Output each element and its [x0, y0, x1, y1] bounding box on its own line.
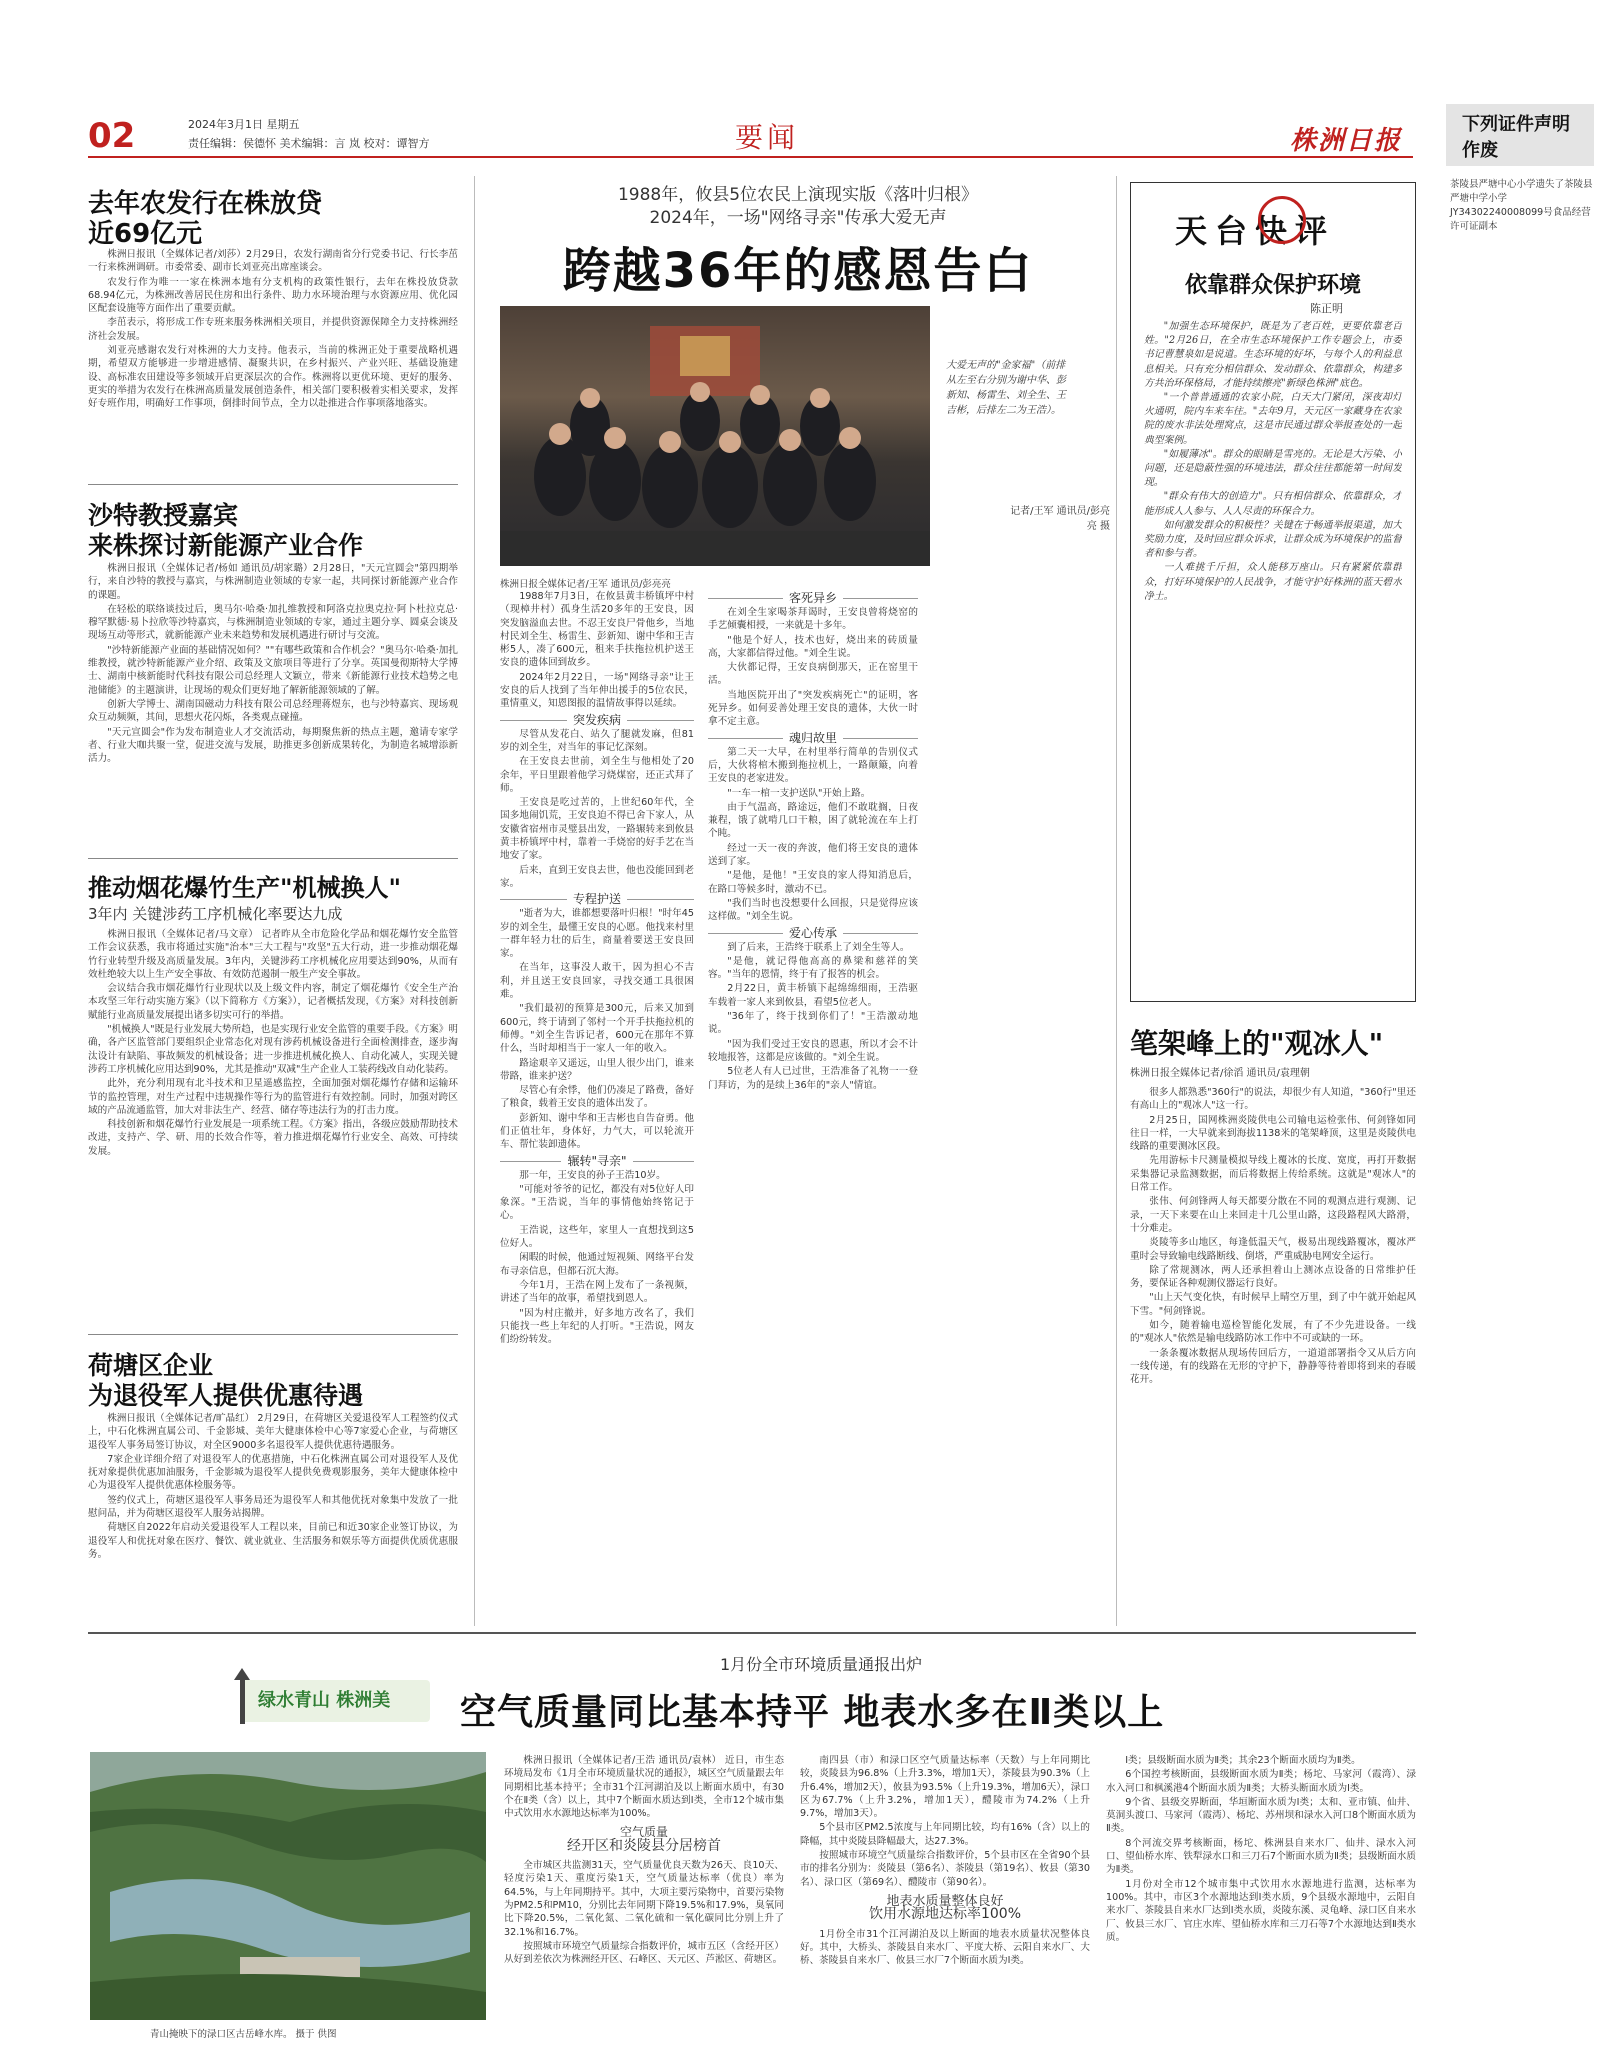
divider [88, 858, 458, 859]
header-rule [88, 156, 1413, 158]
paragraph: 后来，直到王安良去世，他也没能回到老家。 [500, 864, 694, 889]
subhead-love-passed-on: 爱心传承 [708, 925, 918, 941]
paragraph: 按照城市环境空气质量综合指数评价，5个县市区在全省90个县市的排名分别为：炎陵县（第6名）、茶陵县（第19名）、攸县（第30名）、渌口区（第69名）、醴陵市（第90名）。 [800, 1850, 1090, 1888]
paragraph: 除了常规测冰，两人还承担着山上测冰点设备的日常维护任务，要保证各种观测仪器运行良好。 [1130, 1264, 1416, 1290]
paragraph: 经过一天一夜的奔波，他们将王安良的遗体送到了家。 [708, 842, 918, 868]
paragraph: "可能对爷爷的记忆，都没有对5位好人印象深。"王浩说，当年的事情他始终铭记于心。 [500, 1183, 694, 1222]
paragraph: 尽管从发花白、站久了腿就发麻，但81岁的刘全生，对当年的事记忆深刻。 [500, 728, 694, 753]
a2-title-line2: 来株探讨新能源产业合作 [88, 531, 364, 560]
section-name: 要闻 [735, 121, 800, 154]
family-photo [500, 306, 930, 566]
a2-title-line1: 沙特教授嘉宾 [88, 501, 239, 530]
paragraph: 株洲日报讯（全媒体记者/刘莎）2月29日，农发行湖南省分行党委书记、行长李茁一行来株洲调研。市委常委、副市长刘亚亮出席座谈会。 [88, 249, 458, 274]
env-col-2 [800, 1754, 1090, 2044]
paragraph: 一条条覆冰数据从现场传回后方，一道道部署指令又从后方向一线传递，有的线路在无形的守护下，静静等待着即将到来的春暖花开。 [1130, 1347, 1416, 1386]
paragraph: 株洲日报讯（全媒体记者/马文章） 记者昨从全市危险化学品和烟花爆竹安全监管工作会议获悉，我市将通过实施"治本"三大工程与"攻坚"五大行动，进一步推动烟花爆竹行业转型升级及高质量发展。3年内，关键涉药工序机械化应用要达到90%，从而有效杜绝较大以上生产安全事故、有效防范遏制一般生产安全事故。 [88, 929, 458, 980]
ice-body [1130, 1086, 1416, 1616]
paragraph: 2024年2月22日，一场"网络寻亲"让王安良的后人找到了当年伸出援手的5位农民，重情重义，知恩图报的温情故事得以延续。 [500, 671, 694, 710]
paragraph: 此外，充分利用现有北斗技术和卫星遥感监控，全面加强对烟花爆竹存储和运输环节的监控管理，对生产过程中违规操作等行为的监管进行有效控制。同时，加强对跨区域的产品流通监管，加大对非法生产、经营、储存等违法行为的打击力度。 [88, 1078, 458, 1116]
paragraph: 如今，随着输电巡检智能化发展，有了不少先进设备。一线的"观冰人"依然是输电线路防冰工作中不可或缺的一环。 [1130, 1320, 1416, 1345]
paragraph: 闲暇的时候，他通过短视频、网络平台发布寻亲信息，但都石沉大海。 [500, 1252, 694, 1277]
paragraph: 先用游标卡尺测量模拟导线上覆冰的长度、宽度，再打开数据采集器记录监测数据，而后将数据上传给系统。这就是"观冰人"的日常工作。 [1130, 1155, 1416, 1194]
paragraph: "群众有伟大的创造力"。只有相信群众、依靠群众，才能形成人人参与、人人尽责的环保合力。 [1144, 491, 1402, 517]
paragraph: 很多人都熟悉"360行"的说法，却很少有人知道，"360行"里还有高山上的"观冰人"这一行。 [1130, 1087, 1416, 1112]
paragraph: 农发行作为唯一一家在株洲本地有分支机构的政策性银行，去年在株投放贷款68.94亿元，为株洲改善居民住房和出行条件、助力水环境治理与水资源应用、优化园区配套设施等方面作出了重要贡献。 [88, 276, 458, 315]
page-number: 02 [88, 116, 136, 156]
photo-credit: 记者/王军 通讯员/彭亮亮 摄 [1010, 506, 1110, 532]
paragraph: 炎陵等多山地区，每逢低温天气，极易出现线路覆冰，覆冰严重时会导致输电线路断线、倒塔，严重威胁电网安全运行。 [1130, 1237, 1416, 1262]
commentary-body [1144, 320, 1402, 992]
paragraph: 1988年7月3日，在攸县黄丰桥镇坪中村（现樟井村）孤身生活20多年的王安良，因突发脑溢血去世。不忍王安良尸骨他乡，当地村民刘全生、杨雷生、彭新知、谢中华和王吉彬5人，凑了600元，租来手扶拖拉机护送王安良的遗体回到故乡。 [500, 591, 694, 669]
paragraph: "如履薄冰"。群众的眼睛是雪亮的。无论是大污染、小问题，还是隐蔽性强的环境违法，群众往往都能第一时间发现。 [1144, 448, 1402, 489]
subhead-return-home: 魂归故里 [708, 730, 918, 746]
paragraph: 1月份全市31个江河湖泊及以上断面的地表水质量状况整体良好。其中，大桥头、茶陵县自来水厂、平度大桥、云阳自来水厂、大桥、茶陵县自来水厂、攸县三水厂7个断面水质为Ⅰ类。 [800, 1928, 1090, 1967]
a3-title: 推动烟花爆竹生产"机械换人" [88, 874, 402, 902]
paragraph: 创新大学博士、湖南国磁动力科技有限公司总经理蒋煜东，也与沙特嘉宾、现场观众互动频频，其间，思想火花闪烁，各类观点碰撞。 [88, 698, 458, 724]
paragraph: 株洲日报讯（全媒体记者/旷晶红） 2月29日，在荷塘区关爱退役军人工程签约仪式上，中石化株洲直属公司、千金影城、美年大健康体检中心等7家爱心企业，与荷塘区退役军人事务局签订协议，对全区9000多名退役军人提供优惠待遇服务。 [88, 1413, 458, 1451]
a4-title-line1: 荷塘区企业 [88, 1351, 214, 1380]
paragraph: 签约仪式上，荷塘区退役军人事务局还为退役军人和其他优抚对象集中发放了一批慰问品，并为荷塘区退役军人服务站揭牌。 [88, 1494, 458, 1520]
paragraph: "因为我们受过王安良的恩惠，所以才会不计较地报答，这都是应该做的。"刘全生说。 [708, 1038, 918, 1063]
paragraph: 5个县市区PM2.5浓度与上年同期比较，均有16%（含）以上的降幅，其中炎陵县降幅最大，达27.3%。 [800, 1822, 1090, 1847]
paragraph: 李茁表示，将形成工作专班来服务株洲相关项目，并提供资源保障全力支持株洲经济社会发展。 [88, 317, 458, 342]
env-subhead-2-kicker: 地表水质量整体良好 [886, 1893, 1004, 1909]
paragraph: 7家企业详细介绍了对退役军人的优惠措施，中石化株洲直属公司对退役军人及优抚对象提供优惠加油服务，千金影城为退役军人提供免费观影服务，美年大健康体检中心为退役军人提供优惠体检服务等。 [88, 1453, 458, 1492]
subhead-search-family: 辗转"寻亲" [500, 1153, 694, 1169]
divider [88, 484, 458, 485]
divider [88, 1334, 458, 1335]
paragraph: "天元宣圆会"作为发布制造业人才交流活动，每期聚焦新的热点主题，邀请专家学者、行业大咖共聚一堂，促进交流与发展，助推更多创新成果转化，为制造名城增添新活力。 [88, 726, 458, 765]
feature-col-1 [500, 590, 694, 1620]
a3-subtitle: 3年内 关键涉药工序机械化率要达九成 [88, 905, 343, 923]
paragraph: 按照城市环境空气质量综合指数评价，城市五区（含经开区）从好到差依次为株洲经开区、石峰区、天元区、芦淞区、荷塘区。 [504, 1940, 784, 1966]
feature-byline: 株洲日报全媒体记者/王军 通讯员/彭亮亮 [500, 579, 671, 590]
env-kicker: 1月份全市环境质量通报出炉 [720, 1655, 923, 1674]
editors-line: 责任编辑：侯德怀 美术编辑：言 岚 校对：谭智方 [188, 137, 430, 150]
paragraph: "山上天气变化快，有时候早上晴空万里，到了中午就开始起风下雪。"何剑锋说。 [1130, 1292, 1416, 1317]
paragraph: "一车一棺一支护送队"开始上路。 [727, 787, 871, 799]
paragraph: 张伟、何剑锋两人每天都要分散在不同的观测点进行观测、记录，一天下来要在山上来回走十几公里山路，这段路程风大路滑，十分难走。 [1130, 1196, 1416, 1234]
lost-certificate-notice: 茶陵县严塘中心小学遗失了茶陵县严塘中学小学JY34302240008099号食品经营许可证副本 [1450, 179, 1593, 232]
paragraph: 6个国控考核断面，县级断面水质为Ⅱ类；杨坨、马家河（霞湾）、渌水入河口和枫溪港4个断面水质为Ⅱ类；大桥头断面水质为Ⅰ类。 [1106, 1769, 1416, 1794]
paragraph: 今年1月，王浩在网上发布了一条视频，讲述了当年的故事，希望找到恩人。 [500, 1279, 694, 1305]
paragraph: 当地医院开出了"突发疾病死亡"的证明，客死异乡。如何妥善处理王安良的遗体，大伙一时拿不定主意。 [708, 689, 918, 728]
paragraph: 由于气温高，路途远，他们不敢耽搁，日夜兼程，饿了就啃几口干粮，困了就轮流在车上打个盹。 [708, 801, 918, 840]
paragraph: 9个省、县级交界断面，华垣断面水质为Ⅰ类；太和、亚市镇、仙井、莫洞头渡口、马家河（霞湾）、杨坨、苏州坝和渌水入河口8个断面水质为Ⅱ类。 [1106, 1796, 1416, 1835]
a2-body [88, 562, 458, 852]
paragraph: 荷塘区自2022年启动关爱退役军人工程以来，目前已和近30家企业签订协议，为退役军人和优抚对象在医疗、餐饮、就业就业、生活服务和娱乐等方面提供优质优惠服务。 [88, 1522, 458, 1560]
paragraph: "我们最初的预算是300元，后来又加到600元，终于请到了邻村一个开手扶拖拉机的师傅。"刘全生告诉记者，600元在那年不算什么，当时却相当于一家人一年的收入。 [500, 1003, 694, 1055]
feature-col-2 [708, 590, 918, 1620]
paragraph: 刘亚亮感谢农发行对株洲的大力支持。他表示，当前的株洲正处于重要战略机遇期，希望双方能够进一步增进感情、凝聚共识，在乡村振兴、产业兴旺、基础设施建设、高标准农田建设等多领域开启更深层次的合作。株洲将以更优环境、更好的服务、更实的举措为农发行在株洲高质量发展创造条件，相关部门要积极着实相关要求，发挥好专班作用，明确好工作事项，倒排时间节点，全力以赴推进合作事项落地落实。 [88, 345, 458, 410]
paragraph: 2月22日，黄丰桥镇下起绵绵细雨，王浩驱车载着一家人来到攸县，看望5位老人。 [708, 983, 918, 1008]
paragraph: 株洲日报讯（全媒体记者/王浩 通讯员/袁林） 近日，市生态环境局发布《1月全市环境质量状况的通报》，城区空气质量跟去年同期相比基本持平；全市31个江河湖泊及以上断面水质中，有30个在Ⅱ类（含）以上，其中7个断面水质达到Ⅰ类，全市12个城市集中式饮用水水源地达标率为100%。 [504, 1755, 784, 1820]
paragraph: 第二天一大早，在村里举行简单的告别仪式后，大伙将棺木搬到拖拉机上，一路颠簸，向着王安良的老家进发。 [708, 746, 918, 785]
env-col-1 [504, 1754, 784, 2044]
paragraph: 株洲日报讯（全媒体记者/杨如 通讯员/胡家璐）2月28日，"天元宣圆会"第四期举行，来自沙特的教授与嘉宾，与株洲制造业领域的专家一起，共同探讨新能源产业合作的课题。 [88, 563, 458, 601]
paragraph: 5位老人有人已过世，王浩准备了礼物一一登门拜访，为的是续上36年的"亲人"情谊。 [708, 1066, 918, 1091]
paragraph: 科技创新和烟花爆竹行业发展是一项系统工程。《方案》指出，各级应鼓励帮助技术改进，支持产、学、研、用的长效合作等，着力推进烟花爆竹行业安全、高效、可持续发展。 [88, 1119, 458, 1157]
feature-kicker-1: 1988年，攸县5位农民上演现实版《落叶归根》 [617, 185, 979, 205]
bottom-section-rule [88, 1632, 1416, 1634]
a4-title-line2: 为退役军人提供优惠待遇 [88, 1381, 364, 1410]
subhead-escort: 专程护送 [500, 891, 694, 907]
paragraph: 那一年，王安良的孙子王浩10岁。 [519, 1169, 666, 1181]
paragraph: 1月份对全市12个城市集中式饮用水水源地进行监测，达标率为100%。其中，市区3个水源地达到Ⅰ类水质，9个县级水源地中，云阳自来水厂、茶陵县自来水厂达到Ⅰ类水质，炎陵东溪、灵龟峰、渌口区自来水厂、攸县三水厂、官庄水库、望仙桥水库和三刀石等7个水源地达到Ⅱ类水质。 [1106, 1878, 1416, 1943]
reservoir-photo [90, 1752, 486, 2020]
commentary-logo: 天台快评 [1175, 212, 1336, 250]
paragraph: "他是个好人，技术也好，烧出来的砖质量高，大家都信得过他。"刘全生说。 [708, 634, 918, 659]
paragraph: 王安良是吃过苦的，上世纪60年代，全国多地闹饥荒，王安良迫不得已舍下家人，从安徽省宿州市灵璧县出发，一路辗转来到攸县黄丰桥镇坪中村，靠着一手烧窑的好手艺在当地安了家。 [500, 797, 694, 862]
paragraph: 在刘全生家喝茶拜谒时，王安良曾将烧窑的手艺倾囊相授，一来就是十多年。 [708, 607, 918, 632]
env-title: 空气质量同比基本持平 地表水多在Ⅱ类以上 [460, 1692, 1165, 1733]
paragraph: 在当年，这事没人敢干，因为担心不吉利，并且送王安良回家，寻找交通工具很困难。 [500, 962, 694, 1001]
paragraph: "逝者为大，谁都想要落叶归根！"时年45岁的刘全生，最懂王安良的心愿。他找来村里一群年轻力壮的后生，商量着要送王安良回家。 [500, 908, 694, 960]
paragraph: 尽管心有余悸，他们仍凑足了路费，备好了粮食，载着王安良的遗体出发了。 [500, 1085, 694, 1110]
commentary-author: 陈正明 [1310, 302, 1343, 315]
paragraph: 大伙都记得，王安良病倒那天，正在窑里干活。 [708, 662, 918, 687]
paragraph: "是他，是他！"王安良的家人得知消息后，在路口等候多时，激动不已。 [708, 870, 918, 895]
env-logo: 绿水青山 株洲美 [258, 1690, 391, 1711]
column-rule [1116, 176, 1117, 1626]
a1-body [88, 248, 458, 476]
paper-logo: 株洲日报 [1290, 126, 1403, 156]
column-rule [474, 176, 475, 1626]
reservoir-illustration [90, 1752, 486, 2020]
paragraph: 在王安良去世前，刘全生与他相处了20余年，平日里跟着他学习烧煤窑，还正式拜了师。 [500, 756, 694, 794]
env-subhead-1: 经开区和炎陵县分居榜首 [567, 1837, 721, 1854]
photo-caption: 大爱无声的"金家福"（前排从左至右分别为谢中华、彭新知、杨雷生、刘全生、王吉彬，后排左二为王浩）。 [946, 360, 1066, 416]
paragraph: 王浩说，这些年，家里人一直想找到这5位好人。 [500, 1224, 694, 1250]
paragraph: 南四县（市）和渌口区空气质量达标率（天数）与上年同期比较，炎陵县为96.8%（上升3.3%，增加1天），茶陵县为90.3%（上升6.4%，增加2天），攸县为93.5%（上升19.3%，增加6天），渌口区为67.7%（上升3.2%，增加1天），醴陵市为74.2%（上升9.7%，增加3天）。 [800, 1755, 1090, 1820]
side-strip-label: 下列证件声明作废 [1462, 114, 1570, 161]
paragraph: 彭新知、谢中华和王吉彬也自告奋勇。他们正值壮年，身体好，力气大，可以轮流开车、帮忙装卸遗体。 [500, 1112, 694, 1151]
paragraph: 全市城区共监测31天，空气质量优良天数为26天、良10天、轻度污染1天、重度污染1天，空气质量达标率（优良）率为64.5%，与上年同期持平。其中，大项主要污染物中，首要污染物为PM2.5和PM10，分别比去年同期下降19.5%和17.9%，臭氧同比下降20.5%，二氧化氮、二氧化硫和一氧化碳同比分别上升了32.1%和16.7%。 [504, 1860, 784, 1938]
a4-body [88, 1412, 458, 1616]
paragraph: "一个普普通通的农家小院，白天大门紧闭，深夜却灯火通明，院内车来车往。"去年9月，天元区一家藏身在农家院的废水非法处理窝点，这是市民通过群众举报查处的一起典型案例。 [1144, 392, 1402, 446]
paragraph: "36年了，终于找到你们了！"王浩激动地说。 [708, 1011, 918, 1036]
a3-body [88, 928, 458, 1328]
ice-byline: 株洲日报全媒体记者/徐滔 通讯员/袁理朝 [1130, 1068, 1310, 1079]
paragraph: "机械换人"既是行业发展大势所趋，也是实现行业安全监管的重要手段。《方案》明确，各产区监管部门要组织企业常态化对现有涉药机械设备进行全面检测排查，逐步淘汰设计有缺陷、事故频发的机械设备；进一步推进机械化换人、自动化减人，实现关键涉药工序机械化应用达到90%，尤其是推动"双减"生产企业人工装药线改自动化装药。 [88, 1024, 458, 1075]
env-logo-icon [230, 1668, 254, 1724]
commentary-title: 依靠群众保护环境 [1184, 272, 1361, 298]
paragraph: 会议结合我市烟花爆竹行业现状以及上级文件内容，制定了烟花爆竹《安全生产治本攻坚三年行动实施方案》（以下简称方《方案》），记者概括发现，《方案》对科技创新赋能行业高质量发展提出诸多切实可行的举措。 [88, 983, 458, 1021]
env-col-3 [1106, 1754, 1416, 2044]
paragraph: "我们当时也没想要什么回报，只是觉得应该这样做。"刘全生说。 [708, 897, 918, 923]
paragraph: "因为村庄撤并，好多地方改名了，我们只能找一些上年纪的人打听。"王浩说，网友们纷纷转发。 [500, 1307, 694, 1346]
paragraph: 在轻松的联络谈技过后，奥马尔·哈桑·加扎维教授和阿洛克拉奥克拉·阿卜杜拉克总·穆罕默德·易卜拉欣等沙特嘉宾，与株洲制造业领域的专家，通过主题分享、圆桌会谈及现场互动等形式，就新能源产业未来趋势和发展机遇进行研讨与交流。 [88, 603, 458, 642]
env-subhead-1-kicker: 空气质量 [619, 1825, 668, 1840]
paragraph: "加强生态环境保护，既是为了老百姓，更要依靠老百姓。"2月26日，在全市生态环境保护工作专题会上，市委书记曹慧泉如是说道。生态环境的好坏，与每个人的利益息息相关。只有充分相信群众、发动群众、依靠群众，构建多方共治环保格局，才能持续擦亮"新绿色株洲"底色。 [1144, 321, 1402, 389]
paragraph: 如何激发群众的积极性？关键在于畅通举报渠道，加大奖励力度，及时回应群众诉求，让群众成为环境保护的监督者和参与者。 [1144, 519, 1402, 560]
a1-title-line1: 去年农发行在株放贷 [88, 189, 323, 219]
reservoir-caption: 青山掩映下的渌口区古岳峰水库。 摄于 供图 [150, 2029, 337, 2040]
paragraph: "沙特新能源产业面的基础情况如何？""有哪些政策和合作机会？"奥马尔·哈桑·加扎维教授，就沙特新能源产业介绍、政策及文旅项目等进行了分享。英国曼彻斯特大学博士、湖南中核新能时代科技有限公司总经理人文颖立，带来《新能源行业技术趋势之电池储能》的主题演讲，让现场的观众们更好地了解新能源领域的了解。 [88, 644, 458, 696]
paragraph: 到了后来，王浩终于联系上了刘全生等人。 [727, 941, 910, 953]
paragraph: "是他，就记得他高高的鼻梁和慈祥的笑容。"当年的恩情，终于有了报答的机会。 [708, 955, 918, 981]
paragraph: 一人难挑千斤担，众人能移万座山。只有紧紧依靠群众，打好环境保护的人民战争，才能守护好株洲的蓝天碧水净土。 [1144, 562, 1402, 602]
a1-title-line2: 近69亿元 [88, 219, 203, 249]
paragraph: 2月25日，国网株洲炎陵供电公司输电运检张伟、何剑锋如同往日一样，一大早就来到海拔1138米的笔架峰顶，这里是炎陵供电线路的重要测冰区段。 [1130, 1114, 1416, 1153]
family-photo-illustration [500, 306, 930, 566]
paragraph: Ⅰ类；县级断面水质为Ⅱ类；其余23个断面水质均为Ⅱ类。 [1125, 1755, 1361, 1766]
feature-title: 跨越36年的感恩告白 [562, 243, 1034, 299]
env-subhead-2: 饮用水源地达标率100% [868, 1906, 1022, 1923]
ice-title: 笔架峰上的"观冰人" [1130, 1027, 1384, 1060]
subhead-died-abroad: 客死异乡 [708, 590, 918, 606]
commentary-logo-ring [1258, 196, 1306, 244]
subhead-sudden-illness: 突发疾病 [500, 712, 694, 728]
feature-kicker-2: 2024年，一场"网络寻亲"传承大爱无声 [649, 208, 947, 228]
issue-date: 2024年3月1日 星期五 [188, 118, 300, 131]
paragraph: 8个河流交界考核断面，杨坨、株洲县自来水厂、仙井、渌水入河口、望仙桥水库、铁犁渌水口和三刀石7个断面水质为Ⅱ类；县级断面水质为Ⅱ类。 [1106, 1837, 1416, 1876]
paragraph: 路途艰辛又遥远，山里人很少出门，谁来带路，谁来护送？ [500, 1057, 694, 1082]
